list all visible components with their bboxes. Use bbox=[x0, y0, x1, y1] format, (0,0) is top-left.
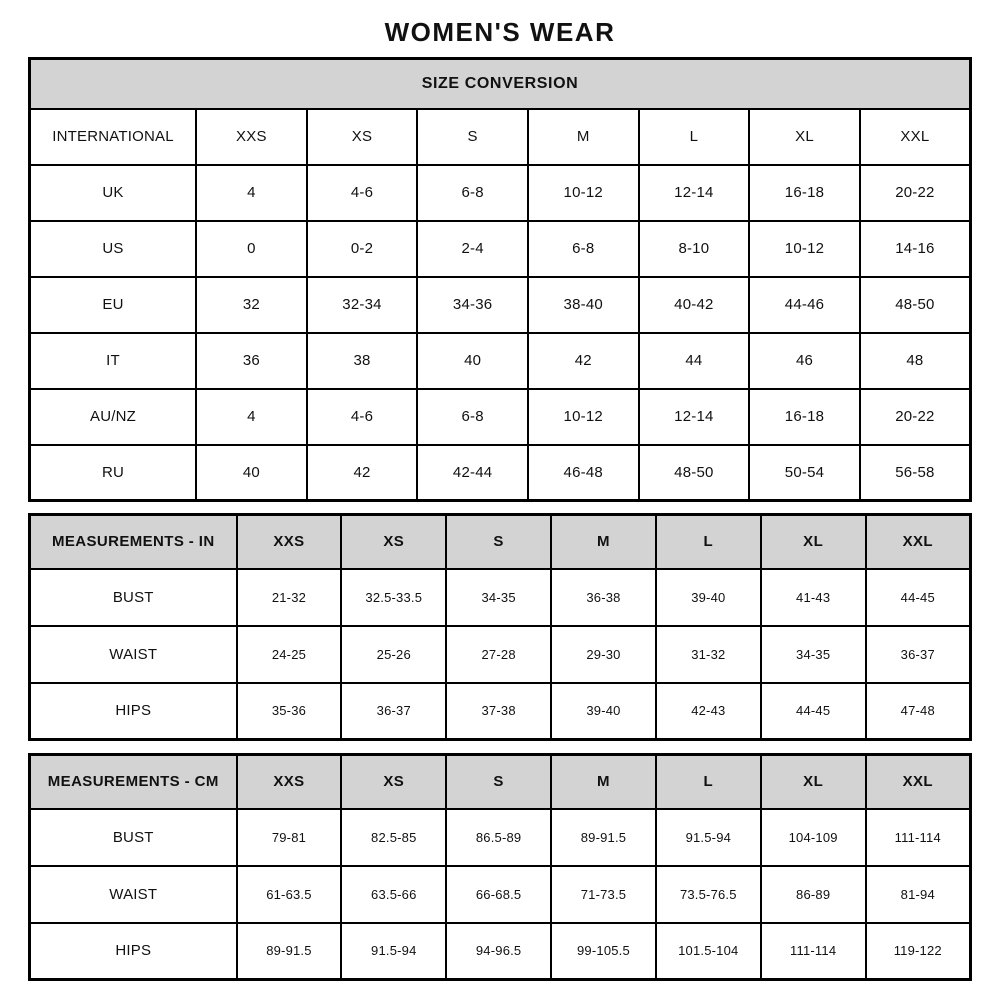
value-cell: 101.5-104 bbox=[656, 923, 761, 980]
size-conversion-header-row bbox=[30, 59, 971, 109]
column-header-cell: L bbox=[639, 109, 750, 165]
value-cell: 50-54 bbox=[749, 445, 860, 501]
value-cell: 10-12 bbox=[528, 165, 639, 221]
measurements-cm-table bbox=[28, 753, 972, 981]
page-title: WOMEN'S WEAR bbox=[384, 17, 616, 47]
row-label-cell: RU bbox=[30, 445, 197, 501]
value-cell: 119-122 bbox=[866, 923, 971, 980]
value-cell: 99-105.5 bbox=[551, 923, 656, 980]
value-cell: 48-50 bbox=[639, 445, 750, 501]
value-cell: 44-46 bbox=[749, 277, 860, 333]
column-header-cell: XL bbox=[761, 515, 866, 569]
measurements-in-header-row bbox=[30, 515, 971, 569]
value-cell: 34-36 bbox=[417, 277, 528, 333]
value-cell: 47-48 bbox=[866, 683, 971, 740]
value-cell: 36-38 bbox=[551, 569, 656, 626]
column-header-cell: XS bbox=[341, 755, 446, 809]
value-cell: 40 bbox=[417, 333, 528, 389]
value-cell: 10-12 bbox=[528, 389, 639, 445]
row-label-cell: IT bbox=[30, 333, 197, 389]
measurements-header-cell: MEASUREMENTS - CM bbox=[30, 755, 237, 809]
value-cell: 40-42 bbox=[639, 277, 750, 333]
value-cell: 6-8 bbox=[417, 389, 528, 445]
value-cell: 82.5-85 bbox=[341, 809, 446, 866]
value-cell: 73.5-76.5 bbox=[656, 866, 761, 923]
value-cell: 46 bbox=[749, 333, 860, 389]
column-header-cell: XXL bbox=[866, 755, 971, 809]
size-conversion-columns-row bbox=[30, 109, 971, 165]
value-cell: 20-22 bbox=[860, 165, 971, 221]
value-cell: 25-26 bbox=[341, 626, 446, 683]
value-cell: 39-40 bbox=[551, 683, 656, 740]
value-cell: 79-81 bbox=[237, 809, 342, 866]
value-cell: 81-94 bbox=[866, 866, 971, 923]
value-cell: 86-89 bbox=[761, 866, 866, 923]
value-cell: 89-91.5 bbox=[237, 923, 342, 980]
row-label-cell: AU/NZ bbox=[30, 389, 197, 445]
value-cell: 12-14 bbox=[639, 165, 750, 221]
size-conversion-header-cell: SIZE CONVERSION bbox=[30, 59, 971, 109]
column-header-cell: S bbox=[417, 109, 528, 165]
table-row bbox=[30, 626, 971, 683]
value-cell: 91.5-94 bbox=[656, 809, 761, 866]
value-cell: 4-6 bbox=[307, 389, 418, 445]
value-cell: 35-36 bbox=[237, 683, 342, 740]
column-header-cell: XXL bbox=[866, 515, 971, 569]
row-label-cell: HIPS bbox=[30, 923, 237, 980]
value-cell: 42 bbox=[307, 445, 418, 501]
row-label-cell: US bbox=[30, 221, 197, 277]
value-cell: 14-16 bbox=[860, 221, 971, 277]
value-cell: 31-32 bbox=[656, 626, 761, 683]
value-cell: 86.5-89 bbox=[446, 809, 551, 866]
column-header-cell: M bbox=[528, 109, 639, 165]
column-header-cell: XL bbox=[761, 755, 866, 809]
value-cell: 6-8 bbox=[417, 165, 528, 221]
column-header-cell: XXS bbox=[237, 515, 342, 569]
column-header-cell: XS bbox=[341, 515, 446, 569]
value-cell: 41-43 bbox=[761, 569, 866, 626]
value-cell: 40 bbox=[196, 445, 307, 501]
row-label-cell: BUST bbox=[30, 569, 237, 626]
value-cell: 0 bbox=[196, 221, 307, 277]
value-cell: 24-25 bbox=[237, 626, 342, 683]
value-cell: 44-45 bbox=[866, 569, 971, 626]
value-cell: 48 bbox=[860, 333, 971, 389]
table-row bbox=[30, 333, 971, 389]
column-header-cell: M bbox=[551, 515, 656, 569]
column-header-cell: XXL bbox=[860, 109, 971, 165]
value-cell: 4-6 bbox=[307, 165, 418, 221]
value-cell: 20-22 bbox=[860, 389, 971, 445]
value-cell: 10-12 bbox=[749, 221, 860, 277]
value-cell: 91.5-94 bbox=[341, 923, 446, 980]
value-cell: 32 bbox=[196, 277, 307, 333]
column-header-cell: S bbox=[446, 755, 551, 809]
value-cell: 16-18 bbox=[749, 165, 860, 221]
value-cell: 42-44 bbox=[417, 445, 528, 501]
row-label-cell: WAIST bbox=[30, 866, 237, 923]
value-cell: 32-34 bbox=[307, 277, 418, 333]
row-label-cell: BUST bbox=[30, 809, 237, 866]
measurements-in-table bbox=[28, 513, 972, 741]
table-row bbox=[30, 165, 971, 221]
value-cell: 16-18 bbox=[749, 389, 860, 445]
column-header-cell: S bbox=[446, 515, 551, 569]
value-cell: 71-73.5 bbox=[551, 866, 656, 923]
value-cell: 12-14 bbox=[639, 389, 750, 445]
value-cell: 27-28 bbox=[446, 626, 551, 683]
table-row bbox=[30, 389, 971, 445]
row-label-cell: WAIST bbox=[30, 626, 237, 683]
column-header-cell: M bbox=[551, 755, 656, 809]
value-cell: 38 bbox=[307, 333, 418, 389]
table-row bbox=[30, 221, 971, 277]
column-header-cell: INTERNATIONAL bbox=[30, 109, 197, 165]
column-header-cell: XXS bbox=[237, 755, 342, 809]
value-cell: 4 bbox=[196, 165, 307, 221]
table-row bbox=[30, 683, 971, 740]
value-cell: 46-48 bbox=[528, 445, 639, 501]
value-cell: 89-91.5 bbox=[551, 809, 656, 866]
value-cell: 104-109 bbox=[761, 809, 866, 866]
table-row bbox=[30, 569, 971, 626]
value-cell: 111-114 bbox=[761, 923, 866, 980]
value-cell: 38-40 bbox=[528, 277, 639, 333]
value-cell: 61-63.5 bbox=[237, 866, 342, 923]
value-cell: 2-4 bbox=[417, 221, 528, 277]
value-cell: 36-37 bbox=[866, 626, 971, 683]
column-header-cell: XXS bbox=[196, 109, 307, 165]
value-cell: 4 bbox=[196, 389, 307, 445]
value-cell: 66-68.5 bbox=[446, 866, 551, 923]
column-header-cell: L bbox=[656, 755, 761, 809]
value-cell: 21-32 bbox=[237, 569, 342, 626]
column-header-cell: XL bbox=[749, 109, 860, 165]
value-cell: 34-35 bbox=[761, 626, 866, 683]
value-cell: 63.5-66 bbox=[341, 866, 446, 923]
value-cell: 8-10 bbox=[639, 221, 750, 277]
table-row bbox=[30, 277, 971, 333]
row-label-cell: HIPS bbox=[30, 683, 237, 740]
value-cell: 44-45 bbox=[761, 683, 866, 740]
value-cell: 32.5-33.5 bbox=[341, 569, 446, 626]
table-row bbox=[30, 923, 971, 980]
row-label-cell: UK bbox=[30, 165, 197, 221]
value-cell: 34-35 bbox=[446, 569, 551, 626]
value-cell: 44 bbox=[639, 333, 750, 389]
value-cell: 37-38 bbox=[446, 683, 551, 740]
value-cell: 48-50 bbox=[860, 277, 971, 333]
column-header-cell: L bbox=[656, 515, 761, 569]
value-cell: 111-114 bbox=[866, 809, 971, 866]
measurements-header-cell: MEASUREMENTS - IN bbox=[30, 515, 237, 569]
value-cell: 0-2 bbox=[307, 221, 418, 277]
value-cell: 94-96.5 bbox=[446, 923, 551, 980]
value-cell: 6-8 bbox=[528, 221, 639, 277]
table-row bbox=[30, 866, 971, 923]
value-cell: 42 bbox=[528, 333, 639, 389]
value-cell: 56-58 bbox=[860, 445, 971, 501]
value-cell: 39-40 bbox=[656, 569, 761, 626]
table-row bbox=[30, 445, 971, 501]
row-label-cell: EU bbox=[30, 277, 197, 333]
value-cell: 42-43 bbox=[656, 683, 761, 740]
value-cell: 29-30 bbox=[551, 626, 656, 683]
value-cell: 36-37 bbox=[341, 683, 446, 740]
measurements-cm-header-row bbox=[30, 755, 971, 809]
column-header-cell: XS bbox=[307, 109, 418, 165]
table-row bbox=[30, 809, 971, 866]
value-cell: 36 bbox=[196, 333, 307, 389]
size-conversion-table bbox=[28, 57, 972, 502]
